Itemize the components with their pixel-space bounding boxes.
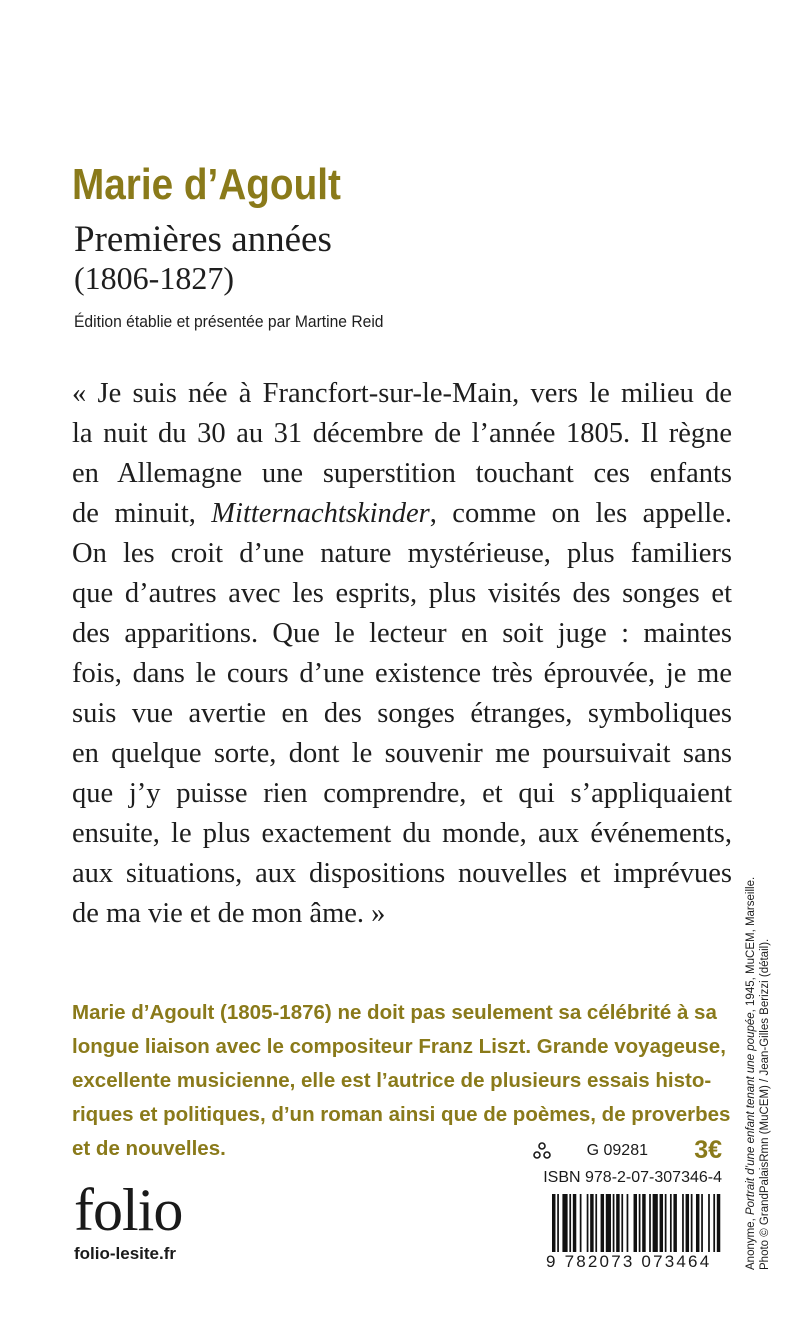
price-row — [0, 1138, 722, 1168]
barcode-bar — [673, 1194, 676, 1252]
quote-line: la nuit du 30 au 31 décembre de l’année 1805. Il règne — [72, 418, 732, 449]
quote-italic-word: Mitternachtskinder — [211, 498, 430, 529]
quote-line: fois, dans le cours d’une existence très éprouvée, je me — [72, 658, 732, 689]
price: 3€ — [694, 1136, 722, 1164]
barcode-bar — [708, 1194, 710, 1252]
blurb-line: et de nouvelles. — [72, 1137, 226, 1160]
barcode-bar — [670, 1194, 672, 1252]
quote-line-with-italic — [72, 494, 732, 534]
barcode-bar — [621, 1194, 623, 1252]
barcode-bar — [653, 1194, 658, 1252]
image-credit — [744, 830, 772, 1270]
quote-line: On les croit d’une nature mystérieuse, plus familiers — [72, 538, 732, 569]
blurb-line: riques et politiques, d’un roman ainsi que de poèmes, de proverbes — [72, 1103, 731, 1126]
quote-line: de ma vie et de mon âme. » — [72, 898, 386, 929]
barcode-bar — [580, 1194, 582, 1252]
barcode-bar — [701, 1194, 703, 1252]
barcode-bar — [616, 1194, 619, 1252]
barcode-bar — [686, 1194, 689, 1252]
quote-line-start: de minuit, — [72, 498, 212, 529]
barcode-bar — [717, 1194, 720, 1252]
barcode-bar — [660, 1194, 663, 1252]
catalog-code: G 09281 — [586, 1142, 648, 1159]
barcode-bar — [665, 1194, 667, 1252]
barcode-bar — [562, 1194, 567, 1252]
barcode-bar — [552, 1194, 555, 1252]
barcode — [552, 1194, 722, 1252]
blurb-line: Marie d’Agoult (1805-1876) ne doit pas seulement sa célébrité à sa — [72, 1001, 717, 1024]
barcode-bar — [639, 1194, 641, 1252]
publisher-website[interactable]: folio-lesite.fr — [74, 1244, 177, 1263]
credit-line-2: Photo © GrandPalaisRmn (MuCEM) / Jean-Gilles Berizzi (détail). — [759, 938, 771, 1270]
quote-line: que j’y puisse rien comprendre, et qui s’appliquaient — [72, 778, 732, 809]
barcode-bar — [634, 1194, 637, 1252]
author-name: Marie d’Agoult — [72, 160, 341, 209]
barcode-bar — [590, 1194, 593, 1252]
barcode-digits: 9 782073 073464 — [546, 1252, 712, 1271]
quote-line: aux situations, aux dispositions nouvelles et imprévues — [72, 858, 732, 889]
barcode-bar — [691, 1194, 693, 1252]
barcode-bar — [595, 1194, 597, 1252]
edition-credit: Édition établie et présentée par Martine Reid — [74, 312, 384, 331]
barcode-bar — [587, 1194, 589, 1252]
barcode-bar — [682, 1194, 684, 1252]
quote-line: suis vue avertie en des songes étranges, symboliques — [72, 698, 732, 729]
quote-line: des apparitions. Que le lecteur en soit juge : maintes — [72, 618, 732, 649]
price-category-icon — [532, 1141, 552, 1161]
excerpt-quote — [72, 374, 732, 934]
barcode-bar — [696, 1194, 699, 1252]
blurb-line: longue liaison avec le compositeur Franz Liszt. Grande voyageuse, — [72, 1035, 726, 1058]
barcode-bar — [713, 1194, 715, 1252]
isbn: ISBN 978-2-07-307346-4 — [543, 1169, 722, 1186]
barcode-bar — [557, 1194, 559, 1252]
barcode-bar — [613, 1194, 615, 1252]
blurb-line: excellente musicienne, elle est l’autrice de plusieurs essais histo- — [72, 1069, 712, 1092]
barcode-bar — [569, 1194, 571, 1252]
barcode-bar — [573, 1194, 576, 1252]
barcode-bar — [642, 1194, 645, 1252]
quote-line-end: , comme on les appelle. — [429, 498, 732, 529]
folio-logo: folio — [74, 1177, 183, 1243]
book-dates: (1806-1827) — [74, 260, 234, 296]
quote-line: en Allemagne une superstition touchant ces enfants — [72, 458, 732, 489]
barcode-bar — [601, 1194, 604, 1252]
barcode-bar — [627, 1194, 629, 1252]
book-title: Premières années — [74, 219, 332, 260]
quote-line: que d’autres avec les esprits, plus visités des songes et — [72, 578, 732, 609]
quote-line: en quelque sorte, dont le souvenir me poursuivait sans — [72, 738, 732, 769]
quote-line: « Je suis née à Francfort-sur-le-Main, vers le milieu de — [72, 378, 732, 409]
barcode-bar — [649, 1194, 651, 1252]
quote-line: ensuite, le plus exactement du monde, aux événements, — [72, 818, 732, 849]
barcode-bar — [606, 1194, 611, 1252]
credit-line-1: Anonyme, Portrait d’une enfant tenant une poupée, 1945, MuCEM, Marseille. — [745, 876, 757, 1270]
